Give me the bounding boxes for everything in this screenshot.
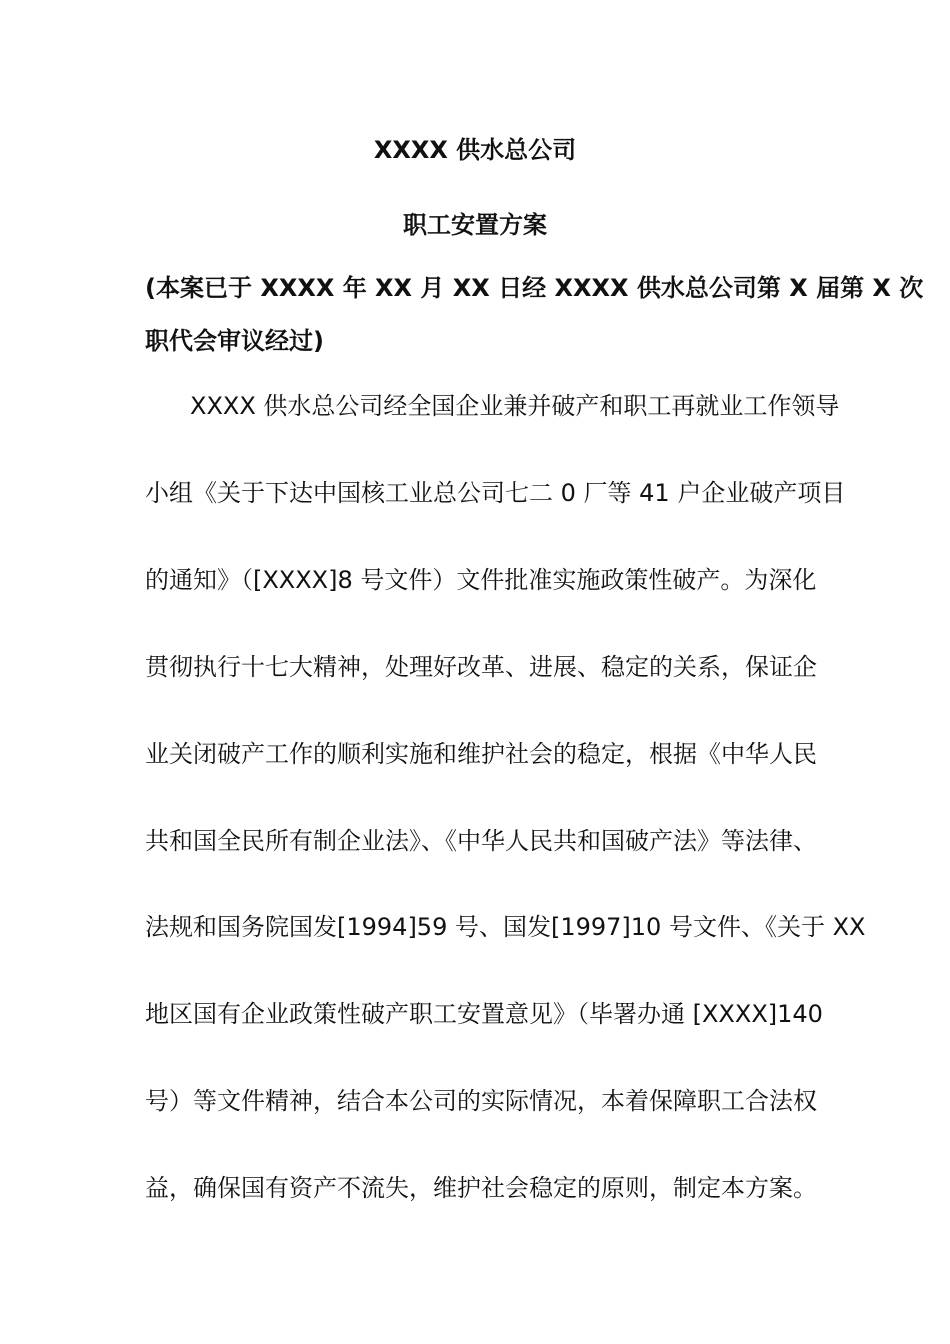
approval-note-line: 职代会审议经过) (145, 327, 324, 355)
body-paragraph-line: 小组《关于下达中国核工业总公司七二 0 厂等 41 户企业破产项目 (145, 479, 846, 507)
approval-note-line: (本案已于 XXXX 年 XX 月 XX 日经 XXXX 供水总公司第 X 届第 X 次 (145, 274, 924, 302)
body-paragraph-line: 业关闭破产工作的顺利实施和维护社会的稳定，根据《中华人民 (145, 740, 817, 768)
body-paragraph-line: 的通知》（[XXXX]8 号文件）文件批准实施政策性破产。为深化 (145, 566, 817, 594)
document-subtitle: 职工安置方案 (403, 211, 547, 239)
document-title: XXXX 供水总公司 (373, 136, 577, 164)
body-paragraph-line: 号）等文件精神，结合本公司的实际情况，本着保障职工合法权 (145, 1087, 817, 1115)
body-paragraph-line: 地区国有企业政策性破产职工安置意见》（毕署办通 [XXXX]140 (145, 1000, 823, 1028)
body-paragraph-line: 益，确保国有资产不流失，维护社会稳定的原则，制定本方案。 (145, 1174, 817, 1202)
body-paragraph-line: 贯彻执行十七大精神，处理好改革、进展、稳定的关系，保证企 (145, 653, 817, 681)
body-paragraph-line: 共和国全民所有制企业法》、《中华人民共和国破产法》等法律、 (145, 827, 817, 855)
body-paragraph-line: XXXX 供水总公司经全国企业兼并破产和职工再就业工作领导 (190, 392, 840, 420)
body-paragraph-line: 法规和国务院国发[1994]59 号、国发[1997]10 号文件、《关于 XX (145, 913, 866, 941)
